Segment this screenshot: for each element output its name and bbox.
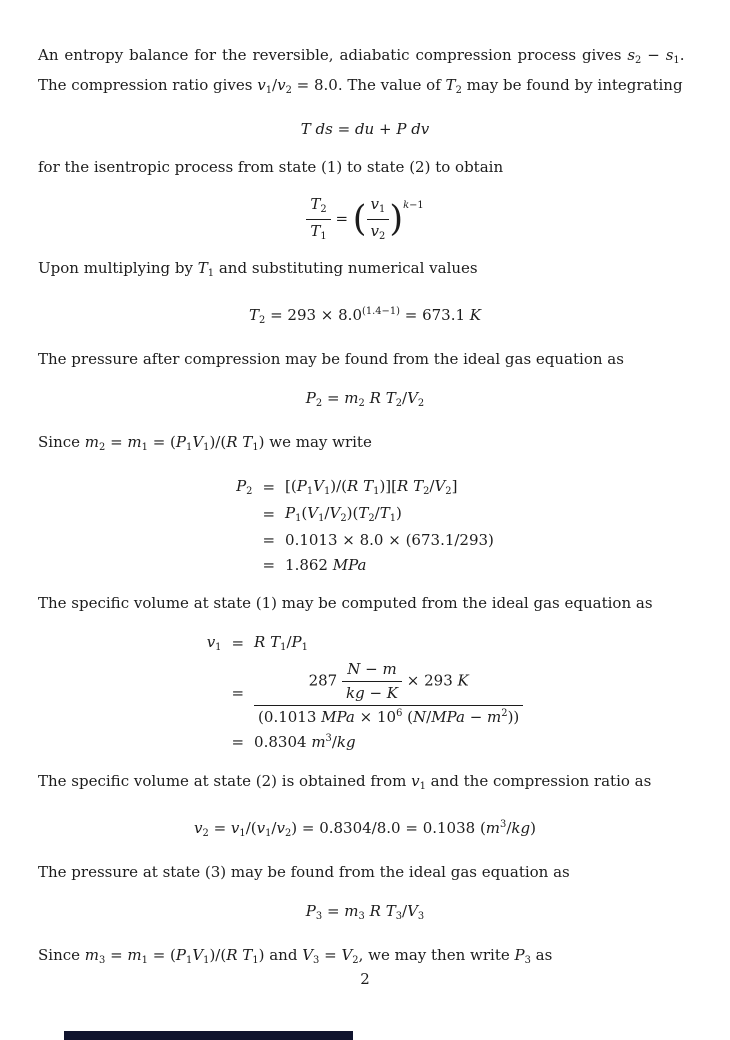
- math-text: =: [322, 389, 345, 408]
- math-script: 2: [635, 54, 642, 66]
- math-variable: T: [300, 119, 311, 138]
- math-variable: P: [305, 389, 316, 408]
- math-text: ): [530, 818, 536, 837]
- math-script: 1: [203, 442, 210, 454]
- math-variable: P: [396, 119, 407, 138]
- math-variable: P: [236, 477, 247, 496]
- equation-relation: =: [231, 684, 245, 703]
- math-variable: v: [194, 818, 203, 837]
- math-variable: V: [302, 945, 314, 964]
- math-script: 1: [320, 230, 327, 242]
- math-variable: m: [344, 389, 359, 408]
- equation-rhs: [254, 733, 523, 751]
- equation-relation: =: [262, 478, 276, 497]
- math-text: /: [506, 818, 512, 837]
- math-text: /: [331, 733, 337, 752]
- para-multiplying-t1: [38, 256, 692, 286]
- math-text: An entropy balance for the reversible, adiabatic compression process gives: [38, 46, 628, 64]
- math-text: ]: [451, 477, 458, 496]
- math-script: 1: [265, 84, 273, 96]
- equation-lhs: [236, 477, 252, 497]
- math-variable: v: [230, 818, 240, 837]
- equation-row: [236, 531, 494, 549]
- equation-rhs: [285, 531, 494, 549]
- equation-relation: =: [231, 634, 245, 653]
- math-script: 1: [673, 54, 680, 66]
- math-script: 1: [239, 827, 246, 839]
- math-variable: T: [310, 221, 321, 240]
- math-script: 3: [315, 910, 323, 922]
- math-variable: v: [256, 818, 266, 837]
- math-variable: T: [242, 945, 253, 964]
- math-text: (: [402, 707, 414, 726]
- math-text: =: [319, 945, 342, 964]
- math-text: × 10: [354, 707, 397, 726]
- math-text: /(: [245, 818, 257, 837]
- math-script: 1: [280, 642, 287, 654]
- math-text: 0.1013 × 8.0 × (673.1/293): [285, 531, 494, 550]
- math-script: 3: [395, 910, 402, 922]
- math-text: =: [105, 945, 128, 964]
- document-body: [38, 43, 692, 973]
- math-text: =: [332, 119, 355, 138]
- math-variable: V: [192, 433, 204, 452]
- math-text: for the isentropic process from state (1) to state (2) to obtain: [38, 157, 504, 176]
- math-variable: v: [411, 771, 420, 790]
- math-script: 2: [395, 398, 402, 410]
- eqnarray-v1: [207, 626, 524, 758]
- math-text: as: [530, 945, 553, 964]
- math-text: may be found by integrating: [461, 75, 683, 94]
- math-script: 2: [455, 84, 462, 96]
- math-script: 3: [99, 954, 106, 966]
- math-script: 1: [419, 780, 426, 792]
- equation-lhs: [207, 660, 222, 726]
- math-script: 3: [524, 954, 531, 966]
- math-variable: T: [385, 901, 396, 920]
- math-variable: V: [434, 477, 446, 496]
- math-variable: N: [413, 707, 427, 726]
- math-variable: v: [257, 75, 266, 94]
- math-text: /: [402, 901, 408, 920]
- math-variable: R: [347, 477, 359, 496]
- math-script: 2: [202, 827, 209, 839]
- math-script: 2: [320, 204, 327, 216]
- math-text: = 8.0. The value of: [291, 75, 446, 94]
- math-text: Since: [38, 945, 85, 964]
- equation-lhs: [236, 504, 252, 524]
- equation-row: [207, 633, 524, 653]
- math-text: +: [374, 119, 397, 138]
- math-variable: P: [291, 633, 302, 652]
- equation-relation: =: [262, 556, 276, 575]
- math-text: )][: [379, 477, 397, 496]
- math-text: ) and: [258, 945, 303, 964]
- math-text: )): [507, 707, 520, 726]
- math-script: 1: [203, 954, 210, 966]
- math-text: The specific volume at state (1) may be computed from the ideal gas equation as: [38, 594, 653, 613]
- math-variable: R: [369, 389, 381, 408]
- math-script: 2: [423, 486, 430, 498]
- math-script: 1: [389, 513, 397, 525]
- math-script: 1: [215, 642, 222, 654]
- math-variable: T: [363, 477, 374, 496]
- math-text: =: [208, 818, 231, 837]
- para-pressure-after-compression: [38, 347, 692, 372]
- math-script: 2: [284, 827, 292, 839]
- equation-lhs: [207, 633, 222, 653]
- math-variable: P: [305, 901, 316, 920]
- math-script: [362, 306, 400, 317]
- math-text: =: [105, 433, 128, 452]
- fraction: [306, 195, 330, 243]
- math-variable: V: [307, 504, 319, 523]
- math-script: 3: [358, 910, 365, 922]
- math-script: [403, 200, 424, 211]
- math-variable: P: [285, 504, 296, 523]
- math-variable: P: [175, 945, 187, 964]
- page-number: 2: [360, 970, 370, 988]
- equation-row: [236, 477, 494, 497]
- math-text: /: [426, 707, 432, 726]
- eqnarray-p2: [236, 470, 494, 581]
- math-script: 1: [207, 268, 215, 280]
- math-text: . The compression ratio gives: [38, 46, 692, 94]
- math-script: 1: [186, 954, 193, 966]
- math-variable: m: [127, 433, 142, 452]
- math-variable: T: [248, 306, 259, 325]
- math-variable: R: [226, 433, 238, 452]
- eq-t2-value: [38, 299, 692, 334]
- math-text: )(: [346, 504, 359, 523]
- para-specific-volume-state-2: [38, 769, 692, 799]
- math-variable: kg: [345, 683, 365, 702]
- math-variable: s: [627, 46, 636, 64]
- equation-lhs: [207, 733, 222, 751]
- math-script: 1: [318, 513, 325, 525]
- math-variable: T: [197, 259, 208, 278]
- math-text: =: [322, 901, 345, 920]
- math-variable: T: [310, 195, 321, 214]
- math-script: 1: [252, 442, 259, 454]
- math-script: 1: [295, 513, 302, 525]
- math-variable: R: [254, 633, 266, 652]
- big-paren: (: [352, 198, 367, 240]
- math-script: 1: [306, 486, 314, 498]
- para-entropy-balance: [38, 43, 692, 103]
- math-text: The pressure after compression may be found from the ideal gas equation as: [38, 350, 624, 369]
- math-variable: k: [403, 199, 410, 211]
- math-variable: MPa: [332, 556, 367, 575]
- math-script: 6: [396, 707, 403, 719]
- math-variable: v: [277, 75, 286, 94]
- math-variable: dv: [411, 119, 430, 138]
- math-variable: m: [84, 433, 100, 452]
- equation-relation: =: [231, 733, 245, 752]
- math-script: 2: [315, 398, 323, 410]
- math-text: /: [271, 818, 277, 837]
- math-text: = (: [147, 433, 176, 452]
- bottom-edge-bar: [64, 1031, 353, 1040]
- math-variable: P: [514, 945, 525, 964]
- math-variable: kg: [336, 733, 356, 752]
- equation-rhs: [285, 504, 494, 524]
- fraction: [342, 660, 402, 703]
- math-script: 1: [141, 954, 148, 966]
- equation-lhs: [236, 531, 252, 549]
- math-variable: kg: [511, 818, 531, 837]
- eq-temperature-ratio: [38, 193, 692, 243]
- math-variable: MPa: [431, 707, 465, 726]
- math-text: and substituting numerical values: [214, 259, 478, 278]
- math-text: )/(: [330, 477, 348, 496]
- math-text: Since: [38, 433, 85, 452]
- math-variable: m: [344, 901, 359, 920]
- math-script: 2: [358, 398, 365, 410]
- math-script: 1: [265, 827, 272, 839]
- math-script: 2: [259, 315, 266, 327]
- math-text: , we may then write: [358, 945, 515, 964]
- math-text: −: [364, 683, 387, 702]
- math-text: )/(: [209, 433, 227, 452]
- math-script: 2: [445, 486, 452, 498]
- math-variable: T: [270, 633, 281, 652]
- math-script: 1: [301, 642, 308, 654]
- para-isentropic-process: [38, 155, 692, 180]
- math-text: ) = 0.8304/8.0 = 0.1038 (: [291, 818, 486, 837]
- eq-v2-value: [38, 812, 692, 847]
- math-variable: V: [407, 389, 418, 408]
- math-script: 2: [368, 513, 375, 525]
- equation-relation: =: [262, 505, 276, 524]
- math-variable: v: [206, 633, 216, 652]
- math-text: /: [374, 504, 380, 523]
- math-script: 3: [417, 910, 425, 922]
- math-script: 1: [186, 442, 193, 454]
- math-variable: T: [385, 389, 396, 408]
- math-text: /: [402, 389, 408, 408]
- math-text: (1.4−1): [362, 306, 400, 318]
- math-variable: T: [379, 504, 390, 523]
- math-script: 2: [417, 398, 425, 410]
- math-script: 3: [500, 818, 507, 830]
- equation-lhs: [236, 556, 252, 574]
- math-text: and the compression ratio as: [425, 771, 652, 790]
- math-variable: MPa: [321, 707, 355, 726]
- math-text: −: [360, 660, 383, 679]
- math-script: 2: [501, 707, 508, 719]
- math-text: /: [286, 633, 292, 652]
- math-variable: v: [370, 221, 380, 240]
- math-script: 2: [246, 486, 253, 498]
- math-script: 2: [340, 513, 347, 525]
- para-pressure-state-3: [38, 860, 692, 885]
- math-script: 2: [99, 442, 106, 454]
- math-script: 1: [141, 442, 148, 454]
- math-variable: N: [347, 660, 361, 679]
- math-script: 3: [325, 733, 332, 745]
- math-variable: T: [358, 504, 369, 523]
- math-text: The specific volume at state (2) is obtained from: [38, 771, 412, 790]
- math-text: /: [272, 75, 278, 94]
- math-variable: V: [329, 504, 341, 523]
- equation-row: [236, 504, 494, 524]
- math-variable: K: [386, 683, 399, 702]
- math-variable: V: [192, 945, 204, 964]
- math-script: 2: [285, 84, 292, 96]
- math-text: ): [396, 504, 402, 523]
- math-script: 2: [352, 954, 359, 966]
- math-variable: m: [485, 818, 501, 837]
- math-script: 2: [379, 230, 386, 242]
- math-text: = 293 × 8.0: [265, 306, 362, 325]
- math-text: /: [324, 504, 330, 523]
- math-variable: s: [665, 46, 674, 64]
- math-script: 1: [373, 486, 380, 498]
- math-variable: T: [413, 477, 424, 496]
- math-variable: R: [226, 945, 238, 964]
- eq-p2-ideal-gas: [38, 385, 692, 417]
- math-text: = (: [147, 945, 176, 964]
- equation-row: [207, 733, 524, 751]
- math-text: =: [330, 209, 353, 228]
- math-script: 1: [252, 954, 259, 966]
- math-text: 0.8304: [254, 733, 312, 752]
- equation-row: [207, 660, 524, 726]
- math-variable: du: [354, 119, 375, 138]
- para-since-m3: [38, 943, 692, 973]
- fraction: [254, 660, 523, 726]
- math-text: = 673.1: [399, 306, 470, 325]
- math-text: −: [464, 707, 488, 726]
- math-variable: v: [276, 818, 285, 837]
- equation-relation: =: [262, 531, 276, 550]
- math-script: 3: [313, 954, 320, 966]
- math-text: × 293: [402, 671, 458, 690]
- math-variable: ds: [315, 119, 333, 138]
- math-text: The pressure at state (3) may be found from the ideal gas equation as: [38, 862, 570, 881]
- math-variable: m: [311, 733, 326, 752]
- para-specific-volume-state-1: [38, 591, 692, 616]
- math-variable: m: [382, 660, 397, 679]
- math-text: Upon multiplying by: [38, 259, 198, 278]
- equation-rhs: [254, 660, 523, 726]
- math-variable: R: [397, 477, 409, 496]
- math-text: /: [429, 477, 435, 496]
- math-script: 1: [379, 204, 386, 216]
- math-variable: m: [84, 945, 100, 964]
- math-variable: m: [487, 707, 502, 726]
- big-paren: ): [389, 198, 404, 240]
- math-text: )/(: [209, 945, 227, 964]
- math-text: −1: [409, 199, 424, 211]
- equation-rhs: [254, 633, 523, 653]
- math-variable: P: [175, 433, 187, 452]
- math-variable: R: [369, 901, 381, 920]
- equation-row: [236, 556, 494, 574]
- math-variable: T: [445, 75, 456, 94]
- math-variable: K: [469, 306, 482, 325]
- eq-p3-ideal-gas: [38, 898, 692, 930]
- math-text: −: [641, 46, 666, 64]
- eq-entropy-gibbs: [38, 116, 692, 142]
- math-script: 1: [323, 486, 331, 498]
- math-variable: K: [457, 671, 469, 690]
- para-since-m2: [38, 430, 692, 460]
- math-text: [(: [285, 477, 297, 496]
- math-variable: m: [127, 945, 142, 964]
- math-variable: T: [242, 433, 253, 452]
- math-text: (0.1013: [258, 707, 322, 726]
- math-variable: V: [313, 477, 324, 496]
- math-variable: V: [407, 901, 418, 920]
- equation-rhs: [285, 477, 494, 497]
- math-text: 287: [308, 671, 342, 690]
- math-variable: V: [341, 945, 353, 964]
- math-text: ) we may write: [258, 433, 372, 452]
- math-text: 1.862: [285, 556, 333, 575]
- math-text: (: [301, 504, 308, 523]
- math-variable: v: [370, 195, 380, 214]
- equation-rhs: [285, 556, 494, 574]
- math-variable: P: [296, 477, 307, 496]
- fraction: [367, 195, 390, 243]
